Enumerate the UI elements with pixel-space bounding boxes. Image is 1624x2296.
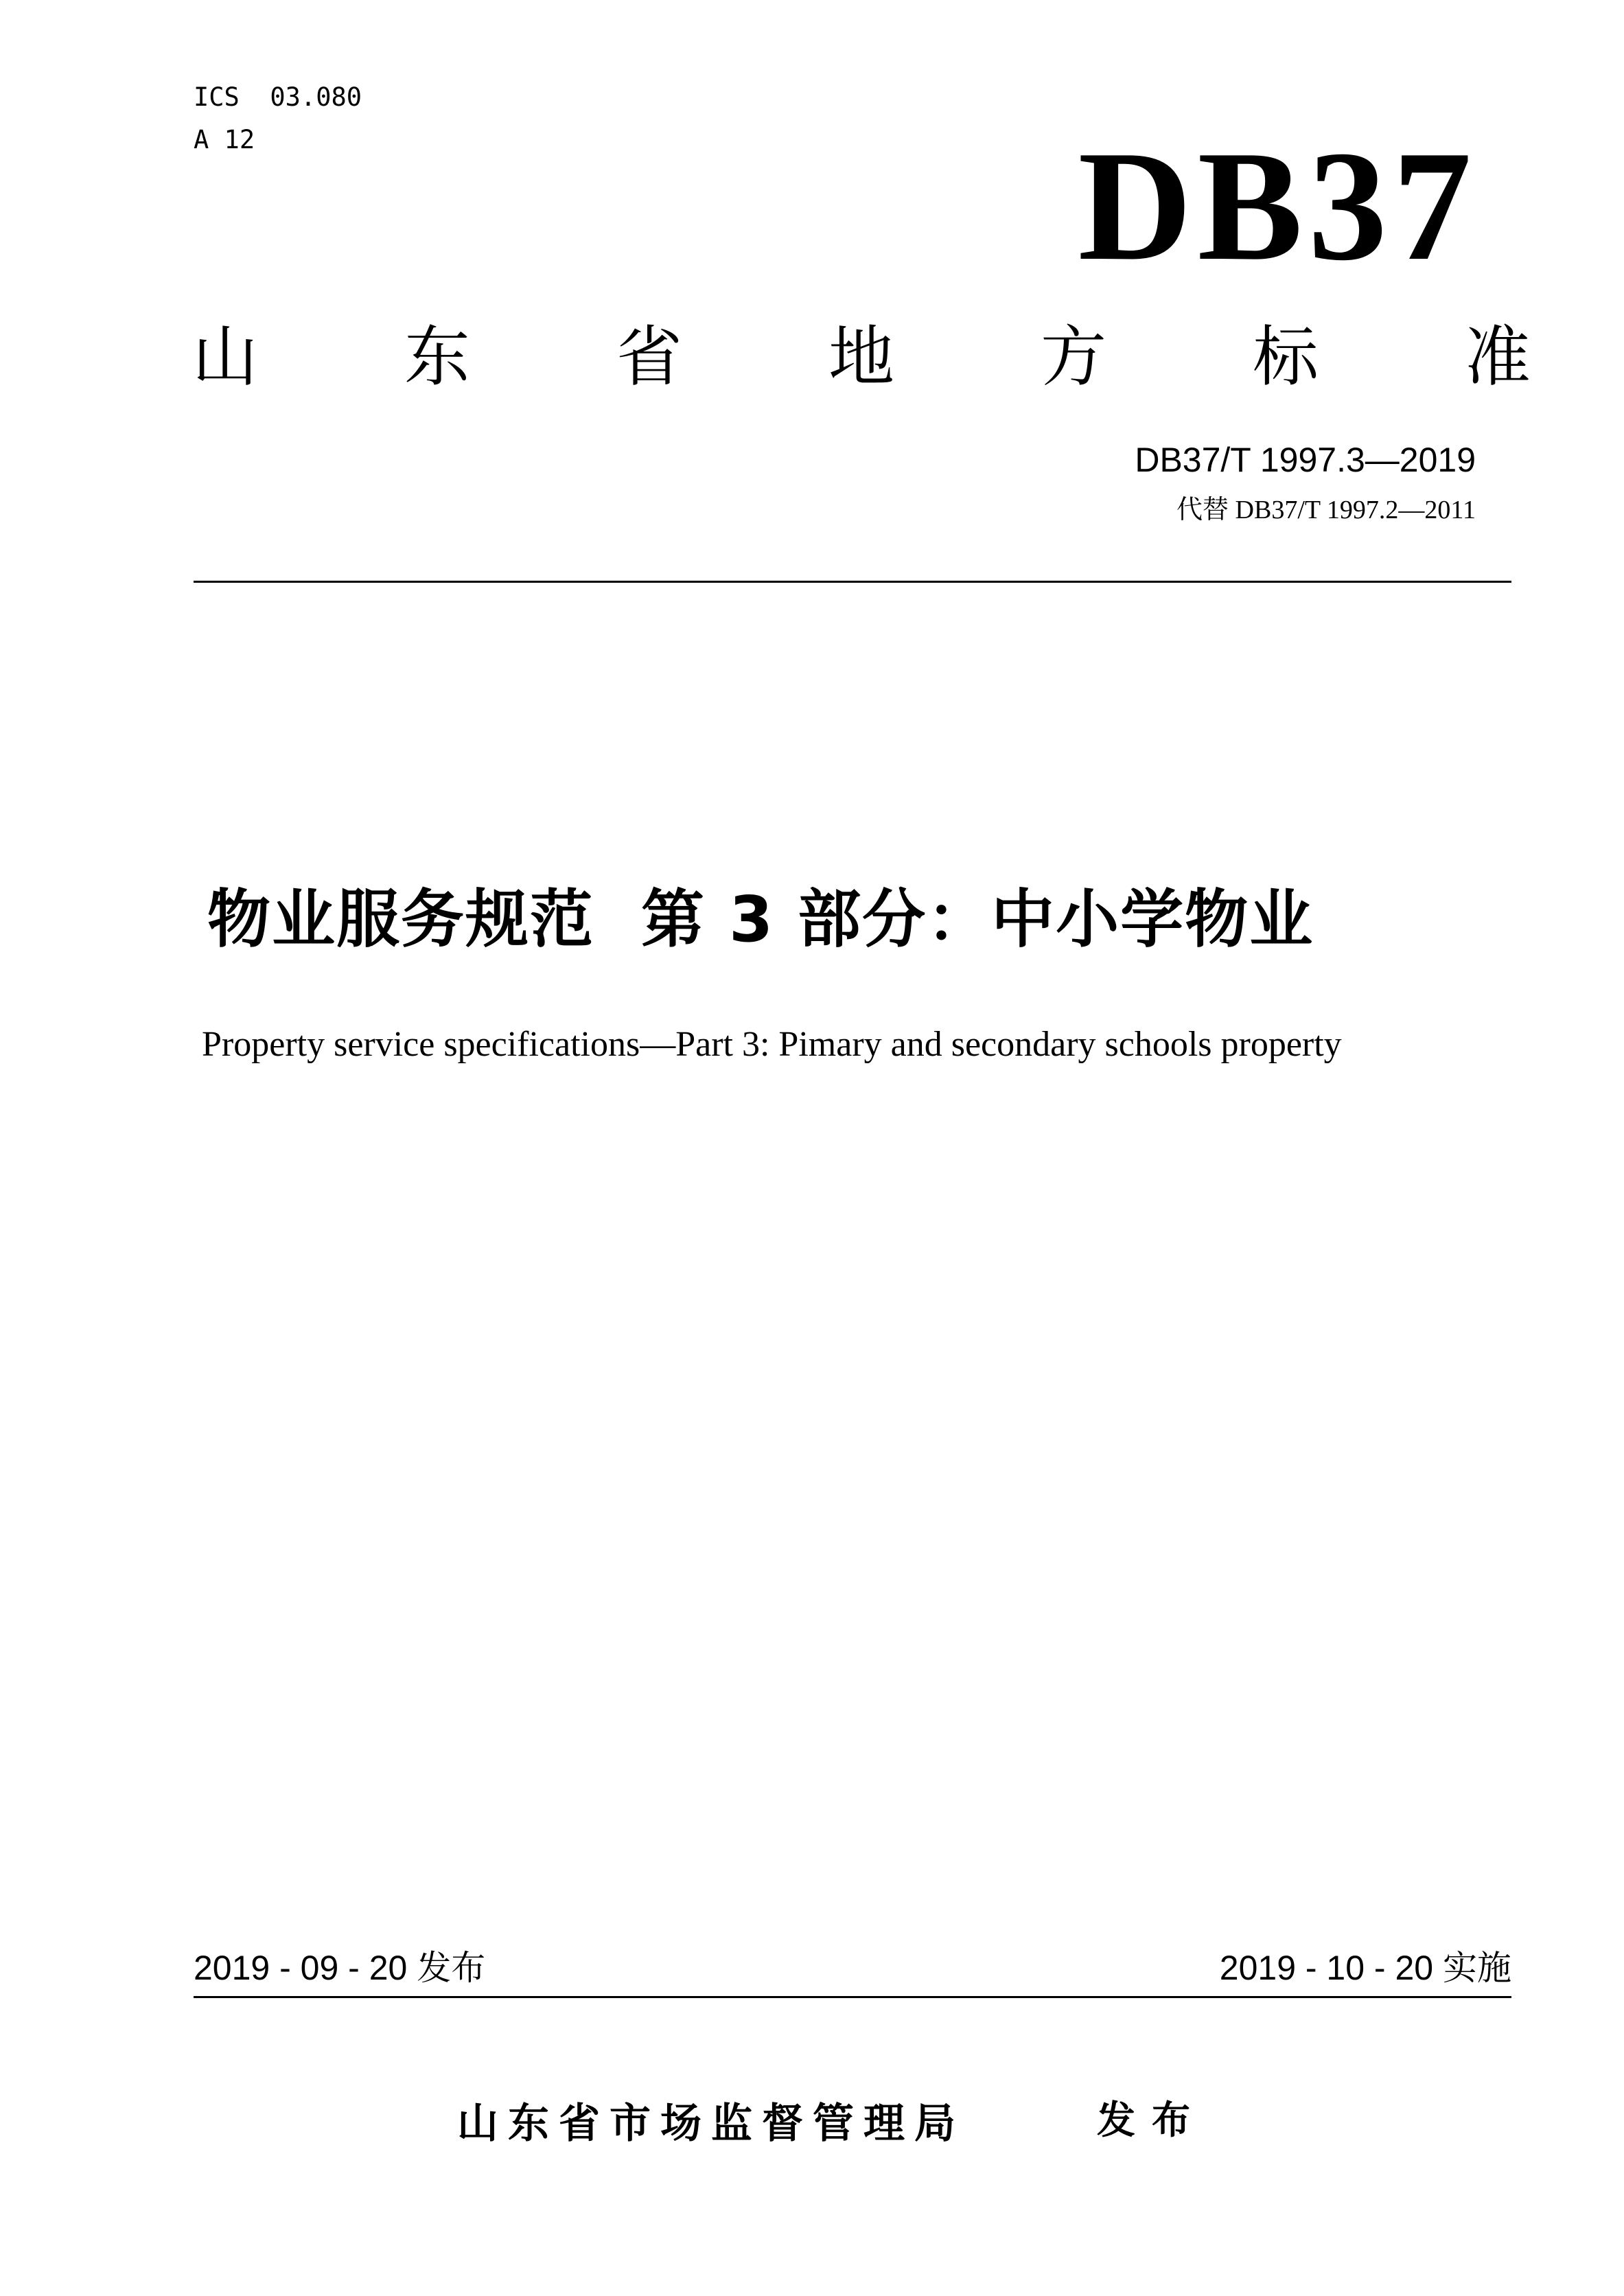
standard-type-char: 省 — [616, 318, 682, 395]
title-chinese: 物业服务规范 第 3 部分：中小学物业 — [207, 883, 1314, 956]
issued-label: 发布 — [1097, 2098, 1207, 2143]
standard-type-char: 山 — [192, 318, 258, 395]
issuing-authority: 山东省市场监督管理局 — [457, 2100, 965, 2148]
classification-code: A 12 — [194, 125, 255, 154]
standard-logo: DB37 — [1078, 118, 1477, 293]
footer-divider — [194, 1996, 1511, 1998]
standard-type-char: 地 — [828, 318, 894, 395]
issue-date: 2019 - 09 - 20 发布 — [194, 1949, 486, 1987]
ics-code: ICS 03.080 — [194, 82, 362, 112]
implementation-date: 2019 - 10 - 20 实施 — [1219, 1949, 1511, 1987]
standard-type-char: 标 — [1253, 318, 1319, 395]
standard-type-char: 东 — [404, 318, 470, 395]
standard-type-heading — [192, 316, 1531, 398]
standard-type-char: 准 — [1465, 318, 1531, 395]
standard-number: DB37/T 1997.3—2019 — [1135, 441, 1476, 479]
standard-type-char: 方 — [1041, 318, 1106, 395]
header-divider — [194, 581, 1511, 583]
replaces-standard: 代替 DB37/T 1997.2—2011 — [1176, 496, 1476, 524]
title-english: Property service specifications—Part 3: Pimary and secondary schools property — [202, 1025, 1342, 1064]
